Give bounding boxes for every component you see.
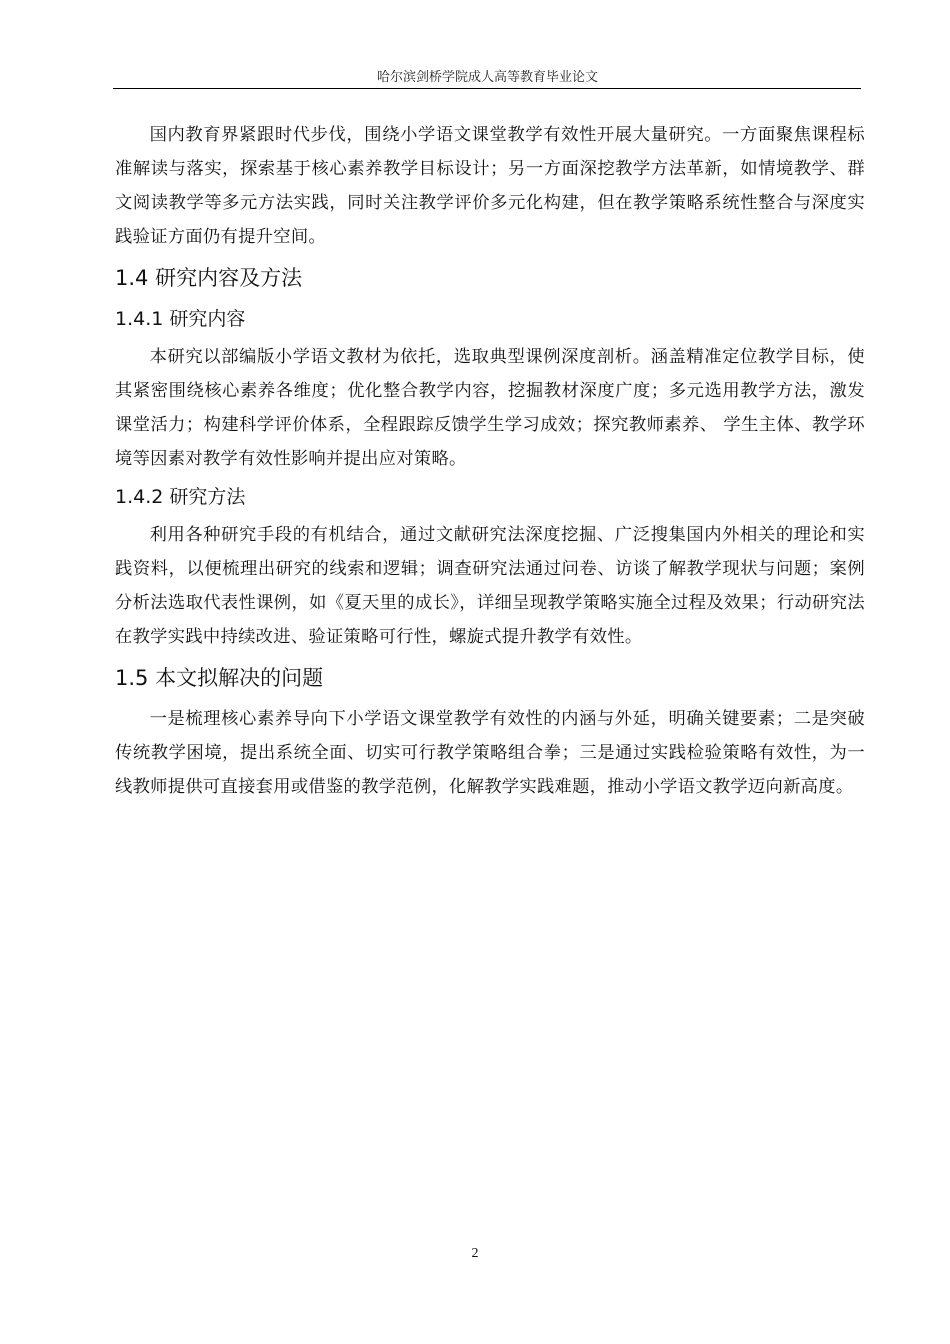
section-heading-1-4-1: 1.4.1 研究内容 (115, 308, 246, 330)
page-number: 2 (471, 1246, 479, 1261)
section-heading-1-5: 1.5 本文拟解决的问题 (115, 666, 324, 690)
page-body (115, 118, 865, 804)
problems-paragraph: 一是梳理核心素养导向下小学语文课堂教学有效性的内涵与外延，明确关键要素；二是突破传统教学困境，提出系统全面、切实可行教学策略组合拳；三是通过实践检验策略有效性，为一线教师提供可直接套用或借鉴的教学范例，化解教学实践难题，推动小学语文教学迈向新高度。 (115, 709, 865, 797)
header-divider (113, 88, 861, 89)
research-method-paragraph: 利用各种研究手段的有机结合，通过文献研究法深度挖掘、广泛搜集国内外相关的理论和实践资料，以便梳理出研究的线索和逻辑；调查研究法通过问卷、访谈了解教学现状与问题；案例分析法选取代表性课例，如《夏天里的成长》，详细呈现教学策略实施全过程及效果；行动研究法在教学实践中持续改进、验证策略可行性，螺旋式提升教学有效性。 (115, 525, 865, 647)
research-content-paragraph: 本研究以部编版小学语文教材为依托，选取典型课例深度剖析。涵盖精准定位教学目标，使其紧密围绕核心素养各维度；优化整合教学内容，挖掘教材深度广度；多元选用教学方法，激发课堂活力；构建科学评价体系，全程跟踪反馈学生学习成效；探究教师素养、 学生主体、教学环境等因素对教学有效性影响并提出应对策略。 (115, 347, 865, 469)
running-header: 哈尔滨剑桥学院成人高等教育毕业论文 (376, 70, 598, 85)
intro-paragraph: 国内教育界紧跟时代步伐，围绕小学语文课堂教学有效性开展大量研究。一方面聚焦课程标准解读与落实，探索基于核心素养教学目标设计；另一方面深挖教学方法革新，如情境教学、群文阅读教学等多元方法实践，同时关注教学评价多元化构建，但在教学策略系统性整合与深度实践验证方面仍有提升空间。 (115, 125, 865, 247)
section-heading-1-4-2: 1.4.2 研究方法 (115, 486, 246, 508)
section-heading-1-4: 1.4 研究内容及方法 (115, 266, 303, 290)
